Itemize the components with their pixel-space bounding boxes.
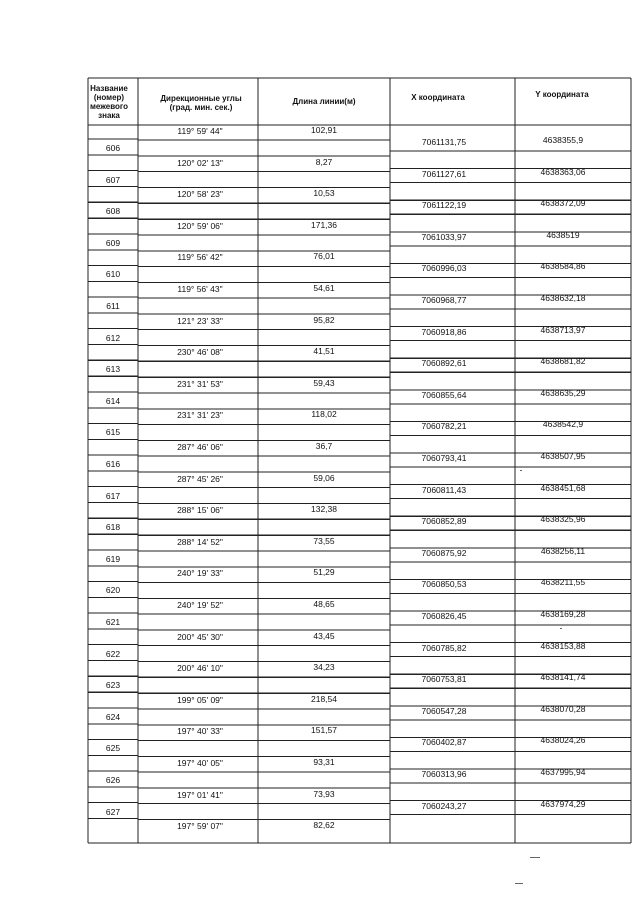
direction-angle-cell: 231° 31' 23" [177,410,223,421]
point-name-cell: 615 [105,427,121,438]
point-name-cell: 623 [105,680,121,691]
point-name-cell: 607 [105,174,121,185]
line-length-cell: 218,54 [311,693,337,704]
x-coordinate-cell: 7061131,75 [421,137,467,147]
direction-angle-cell: 230° 46' 08" [177,347,223,358]
y-coordinate-cell: 4637995,94 [540,767,586,777]
direction-angle-cell: 197° 01' 41" [177,789,223,800]
x-coordinate-cell: 7060313,96 [421,769,467,779]
point-name-cell: 626 [105,775,121,785]
line-length-cell: 34,23 [313,662,335,673]
point-name-cell: 606 [105,143,121,153]
direction-angle-cell: 200° 46' 10" [177,663,223,674]
direction-angle-cell: 119° 56' 42" [177,252,223,263]
line-length-cell: 93,31 [313,757,335,767]
x-coordinate-cell: 7060892,61 [421,358,467,369]
point-name-cell: 618 [105,522,121,533]
point-name-cell: 617 [105,490,121,501]
y-coordinate-cell: 4638141,74 [540,672,586,683]
header-direction-angles: Дирекционные углы (град. мин. сек.) [160,94,242,112]
direction-angle-cell: 120° 02' 13" [177,157,223,168]
line-length-cell: 54,61 [313,283,335,293]
line-length-cell: 43,45 [313,630,335,641]
line-length-cell: 171,36 [311,219,337,230]
header-y-coordinate: Y координата [535,90,589,99]
direction-angle-cell: 120° 59' 06" [177,220,223,231]
y-coordinate-cell: 4638372,09 [540,198,586,209]
point-name-cell: 609 [105,237,121,248]
x-coordinate-cell: 7061122,19 [421,200,467,211]
point-name-cell: 622 [105,648,121,659]
direction-angle-cell: 287° 46' 06" [177,442,223,452]
x-coordinate-cell: 7060793,41 [421,453,467,463]
direction-angle-cell: 288° 15' 06" [177,505,223,516]
y-coordinate-cell: 4637974,29 [540,798,586,809]
point-name-cell: 620 [105,585,121,596]
point-name-cell: 616 [105,459,121,469]
line-length-cell: 48,65 [313,599,335,609]
x-coordinate-cell: 7061033,97 [421,231,467,242]
point-name-cell: 608 [105,206,121,217]
x-coordinate-cell: 7060826,45 [421,611,467,621]
direction-angle-cell: 120° 58' 23" [177,189,223,200]
header-point-name: Название (номер) межевого знака [89,84,129,120]
direction-angle-cell: 119° 56' 43" [177,284,223,294]
direction-angle-cell: 119° 59' 44" [177,126,223,136]
line-length-cell: 51,29 [313,567,335,578]
line-length-cell: 102,91 [311,125,337,135]
direction-angle-cell: 240° 19' 33" [177,568,223,579]
y-coordinate-cell: 4638325,96 [540,514,586,525]
y-coordinate-cell: 4638713,97 [540,324,586,335]
direction-angle-cell: 197° 40' 05" [177,758,223,768]
y-coordinate-cell: 4638507,95 [540,451,586,461]
y-coordinate-cell: 4638363,06 [540,166,586,177]
x-coordinate-cell: 7060918,86 [421,326,467,337]
x-coordinate-cell: 7060785,82 [421,642,467,653]
x-coordinate-cell: 7060852,89 [421,516,467,527]
line-length-cell: 8,27 [315,156,333,167]
y-coordinate-cell: 4638024,26 [540,735,586,746]
direction-angle-cell: 197° 59' 07" [177,821,223,832]
x-coordinate-cell: 7060996,03 [421,263,467,274]
line-length-cell: 132,38 [311,504,337,515]
line-length-cell: 76,01 [313,251,335,262]
x-coordinate-cell: 7060850,53 [421,579,467,590]
header-x-coordinate: X координата [411,93,465,102]
line-length-cell: 59,43 [313,377,335,388]
direction-angle-cell: 200° 45' 30" [177,631,223,642]
x-coordinate-cell: 7060855,64 [421,389,467,400]
point-name-cell: 621 [105,617,121,627]
direction-angle-cell: 288° 14' 52" [177,536,223,547]
x-coordinate-cell: 7060243,27 [421,800,467,811]
direction-angle-cell: 197° 40' 33" [177,726,223,737]
line-length-cell: 73,55 [313,535,335,546]
point-name-cell: 624 [105,711,121,722]
y-coordinate-cell: 4638681,82 [540,356,586,367]
direction-angle-cell: 240° 19' 52" [177,600,223,610]
x-coordinate-cell: 7060547,28 [421,705,467,716]
y-coordinate-cell: 4638542,9 [542,419,584,430]
point-name-cell: 627 [105,806,121,817]
y-coordinate-cell: 4638451,68 [540,482,586,493]
point-name-cell: 619 [105,553,121,564]
y-coordinate-cell: 4638635,29 [540,387,586,398]
y-coordinate-cell: 4638355,9 [542,135,584,145]
direction-angle-cell: 121° 23' 33" [177,315,223,326]
y-coordinate-cell: 4638584,86 [540,261,586,272]
line-length-cell: 73,93 [313,788,335,799]
y-coordinate-cell: 4638632,18 [540,293,586,303]
y-coordinate-cell: 4638153,88 [540,640,586,651]
line-length-cell: 59,06 [313,472,335,483]
y-coordinate-cell: 4638070,28 [540,703,586,714]
x-coordinate-cell: 7060875,92 [421,547,467,558]
point-name-cell: 611 [106,301,120,311]
x-coordinate-cell: 7060968,77 [421,295,467,305]
direction-angle-cell: 231° 31' 53" [177,378,223,389]
point-name-cell: 610 [105,269,121,280]
point-name-cell: 612 [105,332,121,343]
y-coordinate-cell: 4638256,11 [540,545,586,556]
point-name-cell: 625 [105,743,121,754]
line-length-cell: 36,7 [315,441,333,451]
y-coordinate-cell: 4638169,28 [540,609,586,619]
direction-angle-cell: 287° 45' 26" [177,473,223,484]
point-name-cell: 613 [105,364,121,375]
x-coordinate-cell: 7060782,21 [421,421,467,432]
line-length-cell: 95,82 [313,314,335,325]
x-coordinate-cell: 7060402,87 [421,737,467,748]
x-coordinate-cell: 7060753,81 [421,674,467,685]
line-length-cell: 151,57 [311,725,337,736]
header-line-length: Длина линии(м) [292,97,356,106]
direction-angle-cell: 199° 05' 09" [177,694,223,705]
x-coordinate-cell: 7061127,61 [421,168,467,179]
y-coordinate-cell: 4638519 [546,229,580,240]
point-name-cell: 614 [105,395,121,406]
line-length-cell: 41,51 [313,346,335,357]
line-length-cell: 118,02 [311,409,337,420]
x-coordinate-cell: 7060811,43 [421,484,467,495]
y-coordinate-cell: 4638211,55 [540,577,586,588]
line-length-cell: 82,62 [313,820,335,831]
line-length-cell: 10,53 [313,188,335,199]
